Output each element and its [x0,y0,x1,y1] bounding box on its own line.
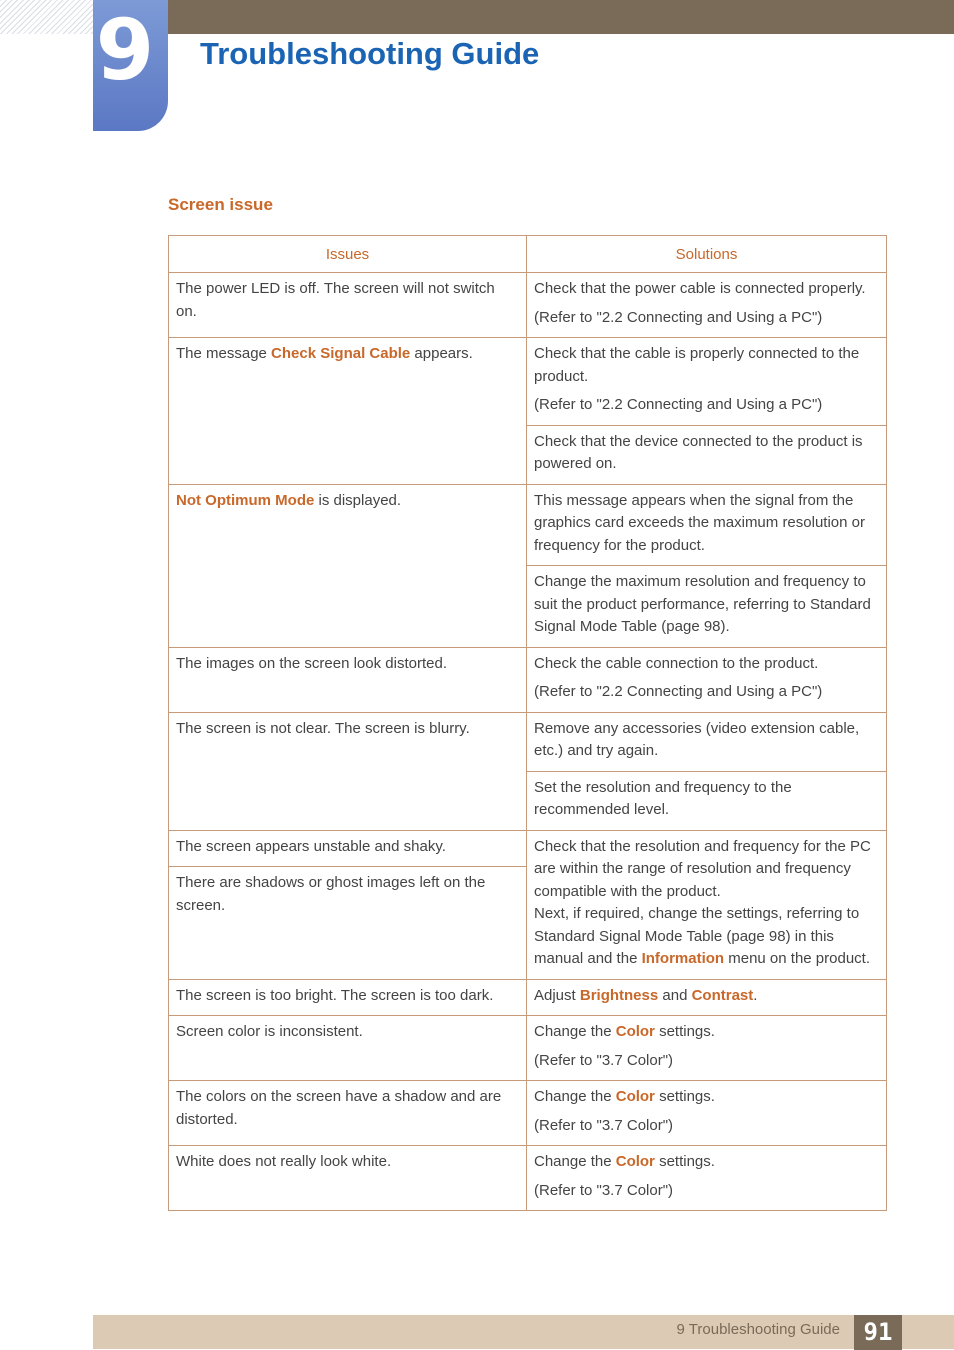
issue-text: The screen appears unstable and shaky. [176,837,446,855]
highlight-not-optimum-mode: Not Optimum Mode [176,491,315,509]
solution-text: Change the [534,1088,616,1105]
troubleshooting-table [168,235,886,1211]
table-row [169,647,887,712]
solution-reference: (Refer to "2.2 Connecting and Using a PC") [534,683,823,700]
solution-cell [527,1016,887,1081]
issue-cell [169,830,527,867]
chapter-number: 9 [95,1,155,99]
highlight-contrast: Contrast [691,986,754,1004]
solution-text: Check that the power cable is connected properly. [534,280,866,297]
highlight-information: Information [641,950,725,967]
issue-cell [169,338,527,485]
solution-cell [527,425,887,484]
issue-text: There are shadows or ghost images left on the screen. [176,874,486,914]
table-row [169,1016,887,1081]
solution-text: settings. [654,1153,715,1170]
issue-text: The message [176,345,272,362]
solution-text: Adjust [534,986,580,1004]
chapter-title: Troubleshooting Guide [200,36,540,71]
issue-text: The screen is too bright. The screen is too dark. [176,986,494,1004]
issue-text: The images on the screen look distorted. [176,654,447,672]
solution-cell [527,566,887,648]
issue-cell [169,273,527,338]
issue-text: The colors on the screen have a shadow and are distorted. [176,1088,502,1128]
solution-reference: (Refer to "2.2 Connecting and Using a PC") [534,396,823,413]
solution-text: settings. [654,1088,715,1105]
solution-text: Check the cable connection to the product. [534,654,819,672]
solution-cell [527,771,887,830]
solution-text: Check that the resolution and frequency for the PC are within the range of resolution and frequency compatible with the product. [534,837,871,900]
solution-cell [527,484,887,566]
highlight-brightness: Brightness [579,986,659,1004]
solution-text: Check that the device connected to the product is powered on. [534,432,863,472]
table-row [169,273,887,338]
solution-reference: (Refer to "2.2 Connecting and Using a PC") [534,308,823,326]
table-row [169,979,887,1016]
solution-cell [527,1146,887,1211]
solution-text: settings. [654,1023,715,1040]
issue-text: White does not really look white. [176,1153,392,1170]
column-header-solutions: Solutions [527,236,887,273]
table-row [169,484,887,566]
column-header-issues: Issues [169,236,527,273]
table-row [169,830,887,867]
corner-hatch-decoration [0,0,93,34]
solution-cell [527,712,887,771]
table-row [169,1081,887,1146]
issue-text: The screen is not clear. The screen is blurry. [176,719,470,737]
issue-cell [169,712,527,830]
table-row [169,712,887,771]
highlight-color: Color [615,1023,655,1040]
issue-cell [169,484,527,647]
issue-cell [169,979,527,1016]
highlight-color: Color [615,1153,655,1170]
solution-cell [527,273,887,338]
solution-reference: (Refer to "3.7 Color") [534,1181,674,1199]
highlight-check-signal-cable: Check Signal Cable [271,345,411,362]
section-heading: Screen issue [168,195,273,214]
issue-text: appears. [410,345,473,362]
solution-cell [527,830,887,979]
solution-text: Check that the cable is properly connected to the product. [534,345,860,385]
highlight-color: Color [615,1088,655,1105]
table-row [169,338,887,426]
solution-text: Remove any accessories (video extension cable, etc.) and try again. [534,719,860,759]
table-row [169,1146,887,1211]
solution-text: Change the [534,1153,616,1170]
solution-text: Change the [534,1023,616,1040]
issue-text: Screen color is inconsistent. [176,1023,363,1040]
solution-text: and [658,986,692,1004]
solution-reference: (Refer to "3.7 Color") [534,1051,674,1069]
solution-cell [527,1081,887,1146]
issue-cell [169,867,527,980]
issue-cell [169,1016,527,1081]
issue-text: The power LED is off. The screen will not switch on. [176,280,495,320]
solution-text: menu on the product. [724,950,871,967]
issue-text: is displayed. [314,491,402,509]
footer-chapter-label: 9 Troubleshooting Guide [676,1321,840,1338]
table-header-row [169,236,887,273]
chapter-tab [93,0,168,131]
solution-text: Change the maximum resolution and frequency to suit the product performance, referring to Standard Signal Mode Table (page 98). [534,573,871,635]
issue-cell [169,1146,527,1211]
solution-text: Set the resolution and frequency to the recommended level. [534,778,792,818]
page-number: 91 [854,1315,902,1350]
header-bar [168,0,954,34]
solution-cell [527,979,887,1016]
issue-cell [169,1081,527,1146]
solution-cell [527,338,887,426]
solution-text: . [753,986,758,1004]
solution-reference: (Refer to "3.7 Color") [534,1116,674,1134]
issue-cell [169,647,527,712]
solution-cell [527,647,887,712]
solution-text: Next, if required, change the settings, referring to Standard Signal Mode Table (page 98) in this manual and the [534,905,860,967]
solution-text: This message appears when the signal from the graphics card exceeds the maximum resolution or frequency for the product. [534,491,865,554]
